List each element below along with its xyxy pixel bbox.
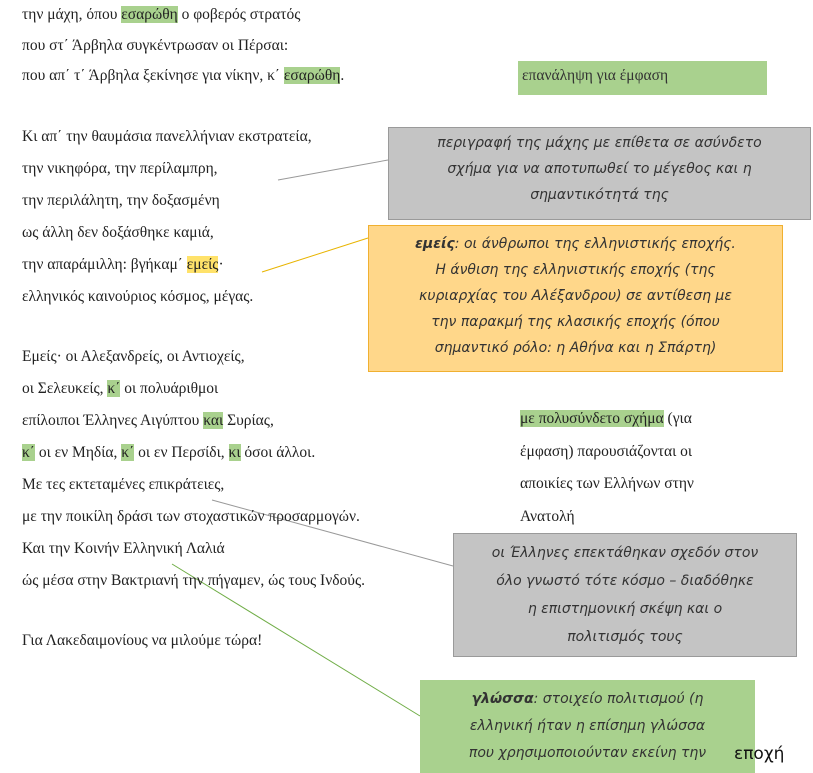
connector-battle xyxy=(278,160,388,180)
note-emeis-line-3: κυριαρχίας του Αλέξανδρου) σε αντίθεση με xyxy=(419,288,732,304)
note-battle-line-3: σημαντικότητά της xyxy=(530,187,669,203)
note-polysyndeton xyxy=(520,403,810,533)
highlight-k-1: κ΄ xyxy=(22,444,35,461)
highlight-esarothi: εσαρώθη xyxy=(121,6,178,23)
note-spread-line-4: πολιτισμός τους xyxy=(567,629,683,645)
note-emeis-line-1: εμείς: οι άνθρωποι της ελληνιστικής εποχής. xyxy=(415,236,736,252)
note-emeis xyxy=(368,225,783,372)
highlight-k: κ΄ xyxy=(107,380,121,397)
note-polysyndeton-line-4: Ανατολή xyxy=(520,507,575,525)
note-battle xyxy=(388,127,811,220)
poem-line-18: Για Λακεδαιμονίους να μιλούμε τώρα! xyxy=(22,632,263,649)
poem-line-9: ελληνικός καινούριος κόσμος, μέγας. xyxy=(22,288,254,305)
poem-line-7: ως άλλη δεν δοξάσθηκε καμιά, xyxy=(22,224,214,241)
note-repetition: επανάληψη για έμφαση xyxy=(518,61,767,95)
highlight-kai: και xyxy=(203,412,224,429)
highlight-emeis: εμείς xyxy=(186,256,219,273)
note-spread-line-3: η επιστημονική σκέψη και ο xyxy=(527,601,723,617)
note-spread-line-1: οι Έλληνες επεκτάθηκαν σχεδόν στον xyxy=(491,545,759,561)
poem-line-6: την περιλάλητη, την δοξασμένη xyxy=(22,192,220,209)
poem-line-2: που στ΄ Άρβηλα συγκέντρωσαν οι Πέρσαι: xyxy=(22,37,289,54)
poem-line-11: οι Σελευκείς, κ΄ οι πολυάριθμοι xyxy=(22,380,219,397)
connector-emeis xyxy=(262,238,368,272)
poem-line-4: Κι απ΄ την θαυμάσια πανελλήνιαν εκστρατεία, xyxy=(22,128,312,145)
poem-line-8: την απαράμιλλη: βγήκαμ΄ εμείς· xyxy=(22,256,224,273)
note-emeis-line-2: Η άνθιση της ελληνιστικής εποχής (της xyxy=(435,262,716,278)
highlight-ki: κι xyxy=(228,444,241,461)
poem-line-13: κ΄ οι εν Μηδία, κ΄ οι εν Περσίδι, κι όσοι άλλοι. xyxy=(22,444,316,461)
poem-line-15: με την ποικίλη δράσι των στοχαστικών προσαρμογών. xyxy=(22,508,360,525)
note-language-keyword: γλώσσα xyxy=(471,691,534,707)
poem-line-1: την μάχη, όπου εσαρώθη ο φοβερός στρατός xyxy=(22,6,301,23)
note-language-line-3: που χρησιμοποιούνταν εκείνη την xyxy=(468,745,707,761)
highlight-polysyndeton: με πολυσύνδετο σχήμα xyxy=(520,410,664,427)
note-language xyxy=(420,680,755,773)
note-polysyndeton-line-1: με πολυσύνδετο σχήμα (για xyxy=(520,410,692,427)
note-emeis-line-4: την παρακμή της κλασικής εποχής (όπου xyxy=(431,314,720,330)
note-polysyndeton-line-3: αποικίες των Ελλήνων στην xyxy=(520,475,694,492)
highlight-esarothi-2: εσαρώθη xyxy=(283,67,341,84)
poem-line-17: ώς μέσα στην Βακτριανή την πήγαμεν, ώς τους Ινδούς. xyxy=(22,572,365,589)
poem-line-3: που απ΄ τ΄ Άρβηλα ξεκίνησε για νίκην, κ΄ εσαρώθη. xyxy=(22,67,345,84)
poem-line-16: Και την Κοινήν Ελληνική Λαλιά xyxy=(22,540,225,557)
note-battle-line-2: σχήμα για να αποτυπωθεί το μέγεθος και η xyxy=(447,161,752,177)
note-polysyndeton-line-2: έμφαση) παρουσιάζονται οι xyxy=(520,442,693,460)
handwritten-epochi: εποχή xyxy=(734,744,785,764)
note-emeis-keyword: εμείς xyxy=(415,236,455,252)
poem-line-14: Με τες εκτεταμένες επικράτειες, xyxy=(22,476,225,493)
poem-line-5: την νικηφόρα, την περίλαμπρη, xyxy=(22,160,218,177)
poem-line-12: επίλοιποι Έλληνες Αιγύπτου και Συρίας, xyxy=(22,412,274,429)
note-language-line-2: ελληνική ήταν η επίσημη γλώσσα xyxy=(469,718,706,734)
note-spread-line-2: όλο γνωστό τότε κόσμο – διαδόθηκε xyxy=(496,573,754,589)
note-battle-line-1: περιγραφή της μάχης με επίθετα σε ασύνδετο xyxy=(437,135,762,151)
note-spread xyxy=(453,533,797,657)
highlight-k-2: κ΄ xyxy=(121,444,135,461)
poem-line-10: Εμείς· οι Αλεξανδρείς, οι Αντιοχείς, xyxy=(22,348,245,365)
note-language-line-1: γλώσσα: στοιχείο πολιτισμού (η xyxy=(471,691,704,707)
note-emeis-line-5: σημαντικό ρόλο: η Αθήνα και η Σπάρτη) xyxy=(434,340,717,356)
